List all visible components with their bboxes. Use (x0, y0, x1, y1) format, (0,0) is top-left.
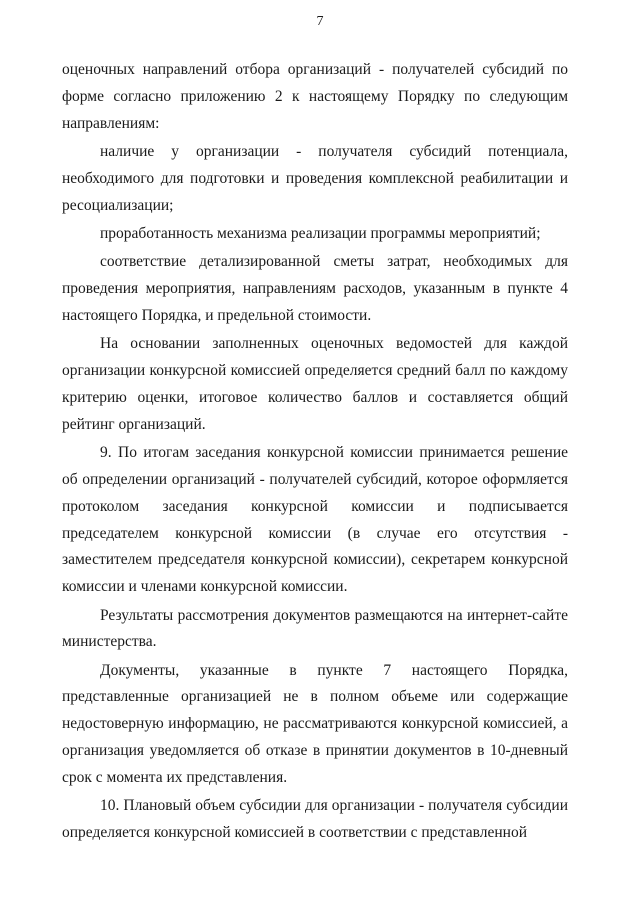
paragraph-documents-rejected: Документы, указанные в пункте 7 настоящего Порядка, представленные организацией не в полном объеме или содержащие недостоверную информацию, не рассматриваются конкурсной комиссией, а организация уведомляется об отказе в принятии документов в 10-дневный срок с момента их представления. (62, 661, 568, 786)
paragraph-results-published: Результаты рассмотрения документов размещаются на интернет-сайте министерства. (62, 606, 568, 651)
document-body (62, 57, 568, 848)
paragraph-evaluation-intro: оценочных направлений отбора организаций - получателей субсидий по форме согласно приложению 2 к настоящему Порядку по следующим направлениям: (62, 61, 568, 132)
paragraph-rating: На основании заполненных оценочных ведомостей для каждой организации конкурсной комиссией определяется средний балл по каждому критерию оценки, итоговое количество баллов и составляется общий рейтинг организаций. (62, 335, 568, 433)
paragraph-criterion-mechanism: проработанность механизма реализации программы мероприятий; (100, 224, 541, 242)
paragraph-item-9: 9. По итогам заседания конкурсной комиссии принимается решение об определении организаций - получателей субсидий, которое оформляется протоколом заседания конкурсной комиссии и подписывается председателем конкурсной комиссии (в случае его отсутствия - заместителем председателя конкурсной комиссии), секретарем конкурсной комиссии и членами конкурсной комиссии. (62, 444, 568, 596)
page-number: 7 (316, 14, 324, 29)
paragraph-criterion-estimate: соответствие детализированной сметы затрат, необходимых для проведения мероприятия, направлениям расходов, указанным в пункте 4 настоящего Порядка, и предельной стоимости. (62, 253, 568, 324)
paragraph-criterion-potential: наличие у организации - получателя субсидий потенциала, необходимого для подготовки и проведения комплексной реабилитации и ресоциализации; (62, 142, 568, 214)
paragraph-item-10: 10. Плановый объем субсидии для организации - получателя субсидии определяется конкурсной комиссией в соответствии с представленной (62, 797, 568, 842)
